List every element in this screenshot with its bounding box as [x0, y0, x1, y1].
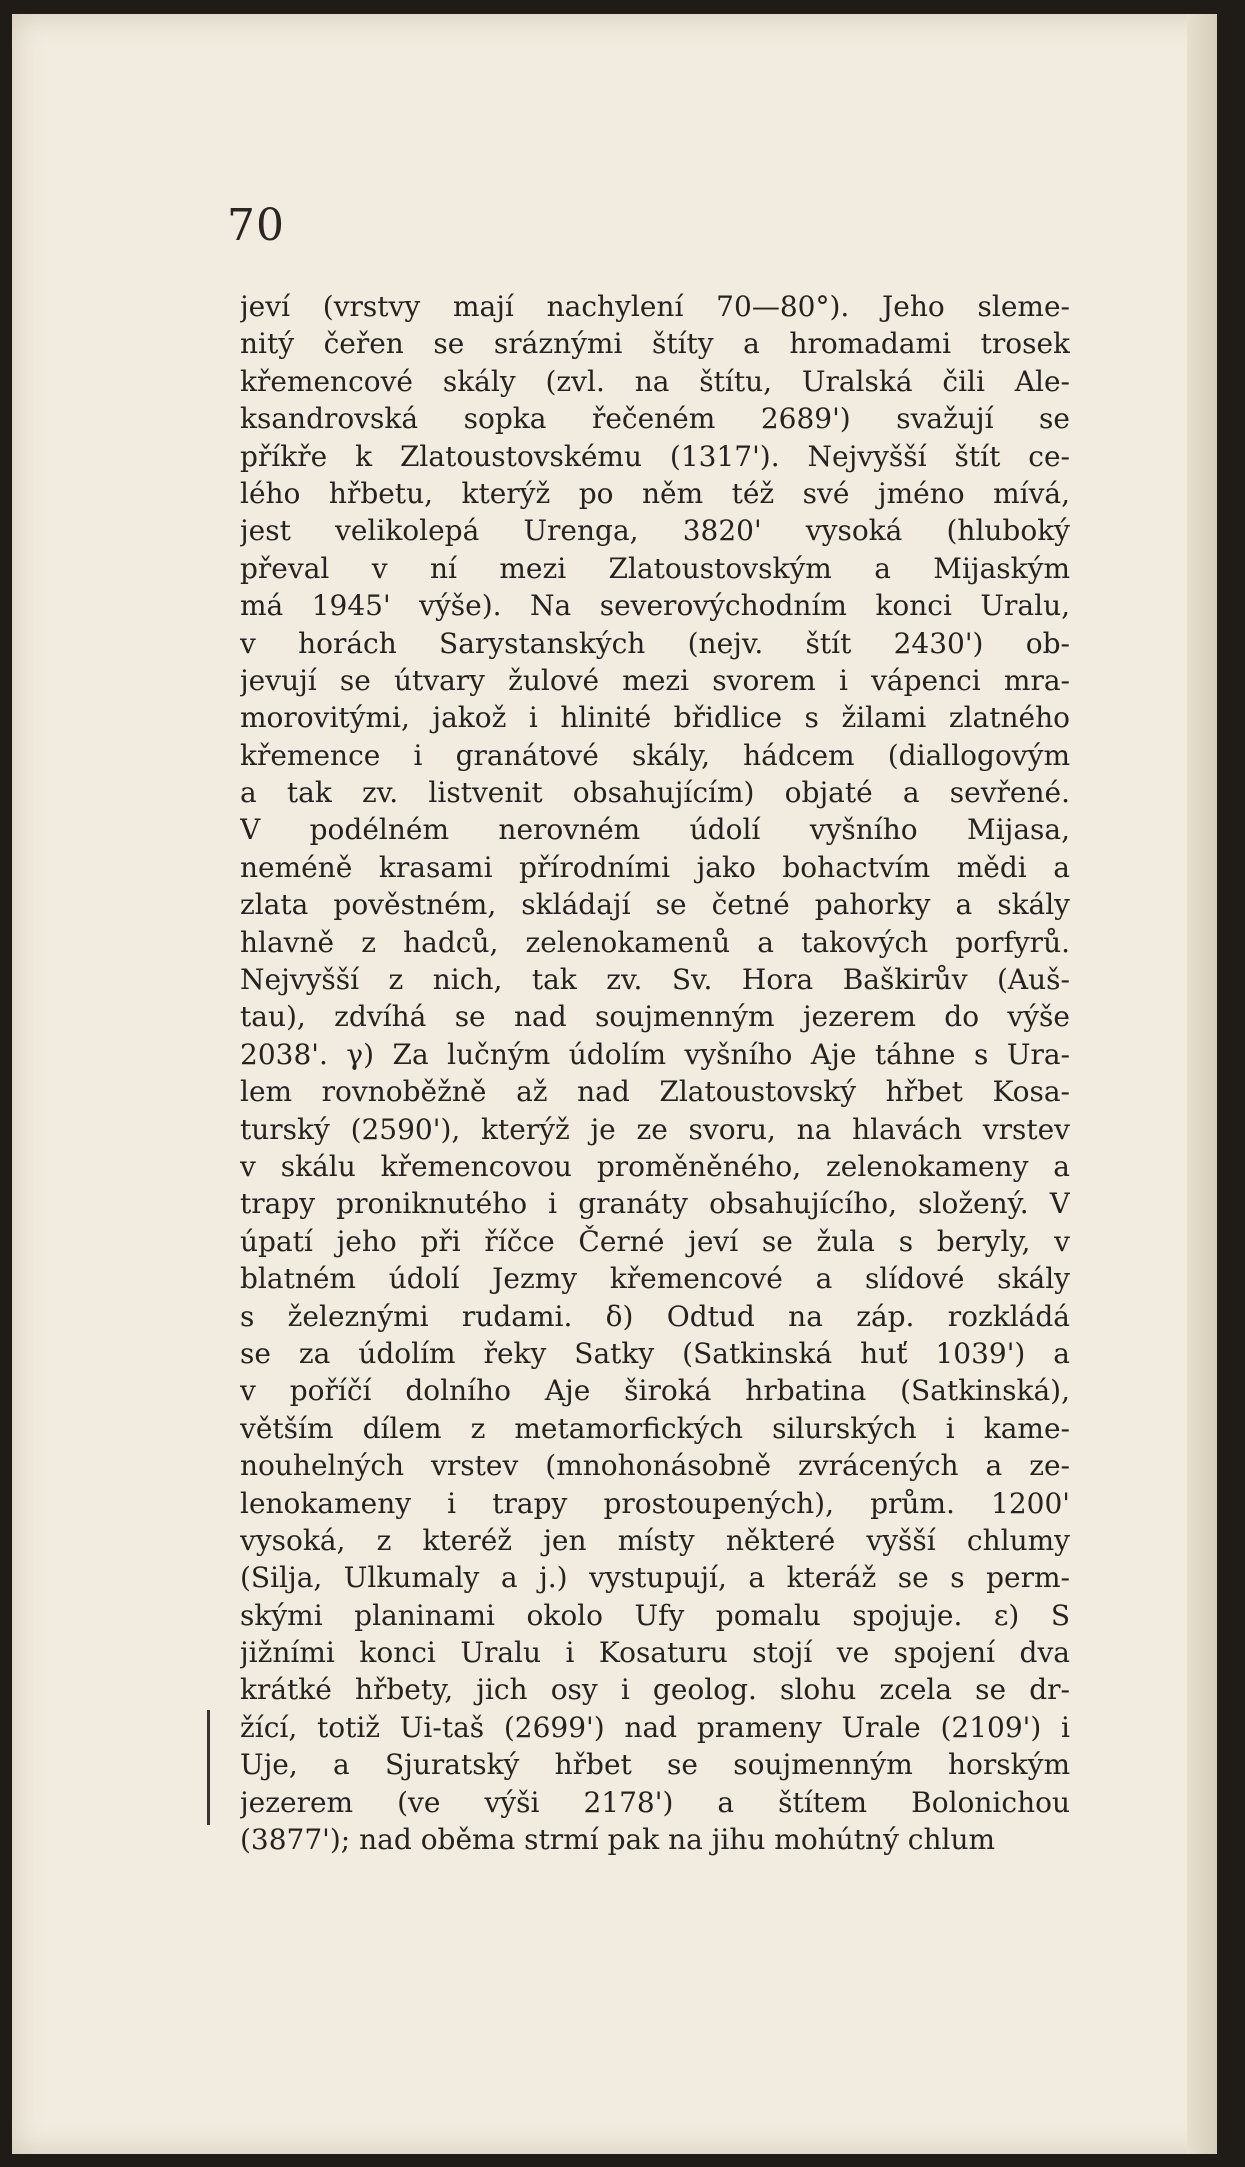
text-line: neméně krasami přírodními jako bohactvím mědi a — [240, 850, 1070, 884]
text-line: jižními konci Uralu i Kosaturu stojí ve spojení dva — [240, 1636, 1070, 1670]
text-line: hlavně z hadců, zelenokamenů a takových porfyrů. — [240, 925, 1070, 959]
margin-mark — [207, 1710, 210, 1825]
text-line: (3877'); nad oběma strmí pak na jihu mohútný chlum — [240, 1823, 996, 1857]
text-line: jeví (vrstvy mají nachylení 70—80°). Jeho sleme- — [240, 290, 1070, 323]
page-number: 70 — [227, 200, 285, 251]
text-line: v horách Sarystanských (nejv. štít 2430') ob- — [240, 626, 1070, 660]
text-line: lenokameny i trapy prostoupených), prům. 1200' — [240, 1486, 1070, 1520]
text-line: skými planinami okolo Ufy pomalu spojuje. ε) S — [240, 1598, 1070, 1632]
text-line: (Silja, Ulkumaly a j.) vystupují, a kteráž se s perm- — [240, 1561, 1070, 1595]
page-spine-shadow — [1187, 14, 1217, 2154]
text-line: žící, totiž Ui-taš (2699') nad prameny Urale (2109') i — [240, 1710, 1070, 1744]
text-line: v skálu křemencovou proměněného, zelenokameny a — [240, 1149, 1070, 1183]
text-line: vysoká, z kteréž jen místy některé vyšší chlumy — [240, 1523, 1070, 1557]
text-line: jezerem (ve výši 2178') a štítem Bolonichou — [240, 1785, 1070, 1819]
text-line: tau), zdvíhá se nad soujmenným jezerem do výše — [240, 1000, 1070, 1034]
text-line: příkře k Zlatoustovskému (1317'). Nejvyšší štít ce- — [240, 439, 1070, 473]
text-line: Nejvyšší z nich, tak zv. Sv. Hora Baškirův (Auš- — [240, 963, 1070, 997]
body-text — [240, 288, 1070, 1858]
text-line: V podélném nerovném údolí vyšního Mijasa, — [240, 813, 1070, 847]
text-line: turský (2590'), kterýž je ze svoru, na hlavách vrstev — [240, 1112, 1070, 1146]
text-line: úpatí jeho při říčce Černé jeví se žula s beryly, v — [240, 1224, 1070, 1258]
text-line: morovitými, jakož i hlinité břidlice s žilami zlatného — [240, 701, 1070, 735]
text-line: blatném údolí Jezmy křemencové a slídové skály — [240, 1262, 1070, 1296]
text-line: převal v ní mezi Zlatoustovským a Mijaským — [240, 551, 1070, 585]
text-line: se za údolím řeky Satky (Satkinská huť 1039') a — [240, 1336, 1070, 1370]
text-line: Uje, a Sjuratský hřbet se soujmenným horským — [240, 1748, 1070, 1782]
text-line: jest velikolepá Urenga, 3820' vysoká (hluboký — [240, 514, 1070, 548]
text-line: zlata pověstném, skládají se četné pahorky a skály — [240, 888, 1070, 922]
text-line: nouhelných vrstev (mnohonásobně zvrácených a ze- — [240, 1449, 1070, 1483]
text-line: lem rovnoběžně až nad Zlatoustovský hřbet Kosa- — [240, 1075, 1070, 1109]
text-line: křemencové skály (zvl. na štítu, Uralská čili Ale- — [240, 364, 1070, 398]
text-line: nitý čeřen se sráznými štíty a hromadami trosek — [240, 327, 1070, 361]
text-line: a tak zv. listvenit obsahujícím) objaté a sevřené. — [240, 776, 1070, 810]
text-line: větším dílem z metamorfických silurských i kame- — [240, 1411, 1070, 1445]
text-line: jevují se útvary žulové mezi svorem i vápenci mra- — [240, 663, 1070, 697]
text-line: krátké hřbety, jich osy i geolog. slohu zcela se dr- — [240, 1673, 1070, 1707]
text-line: 2038'. γ) Za lučným údolím vyšního Aje táhne s Ura- — [240, 1037, 1070, 1071]
text-line: ksandrovská sopka řečeném 2689') svažují se — [240, 402, 1070, 436]
text-line: v poříčí dolního Aje široká hrbatina (Satkinská), — [240, 1374, 1070, 1408]
text-line: má 1945' výše). Na severovýchodním konci Uralu, — [240, 589, 1070, 623]
text-line: křemence i granátové skály, hádcem (diallogovým — [240, 738, 1070, 772]
text-line: lého hřbetu, kterýž po něm též své jméno mívá, — [240, 476, 1070, 510]
text-line: s železnými rudami. δ) Odtud na záp. rozkládá — [240, 1299, 1070, 1333]
text-line: trapy proniknutého i granáty obsahujícího, složený. V — [240, 1187, 1070, 1221]
